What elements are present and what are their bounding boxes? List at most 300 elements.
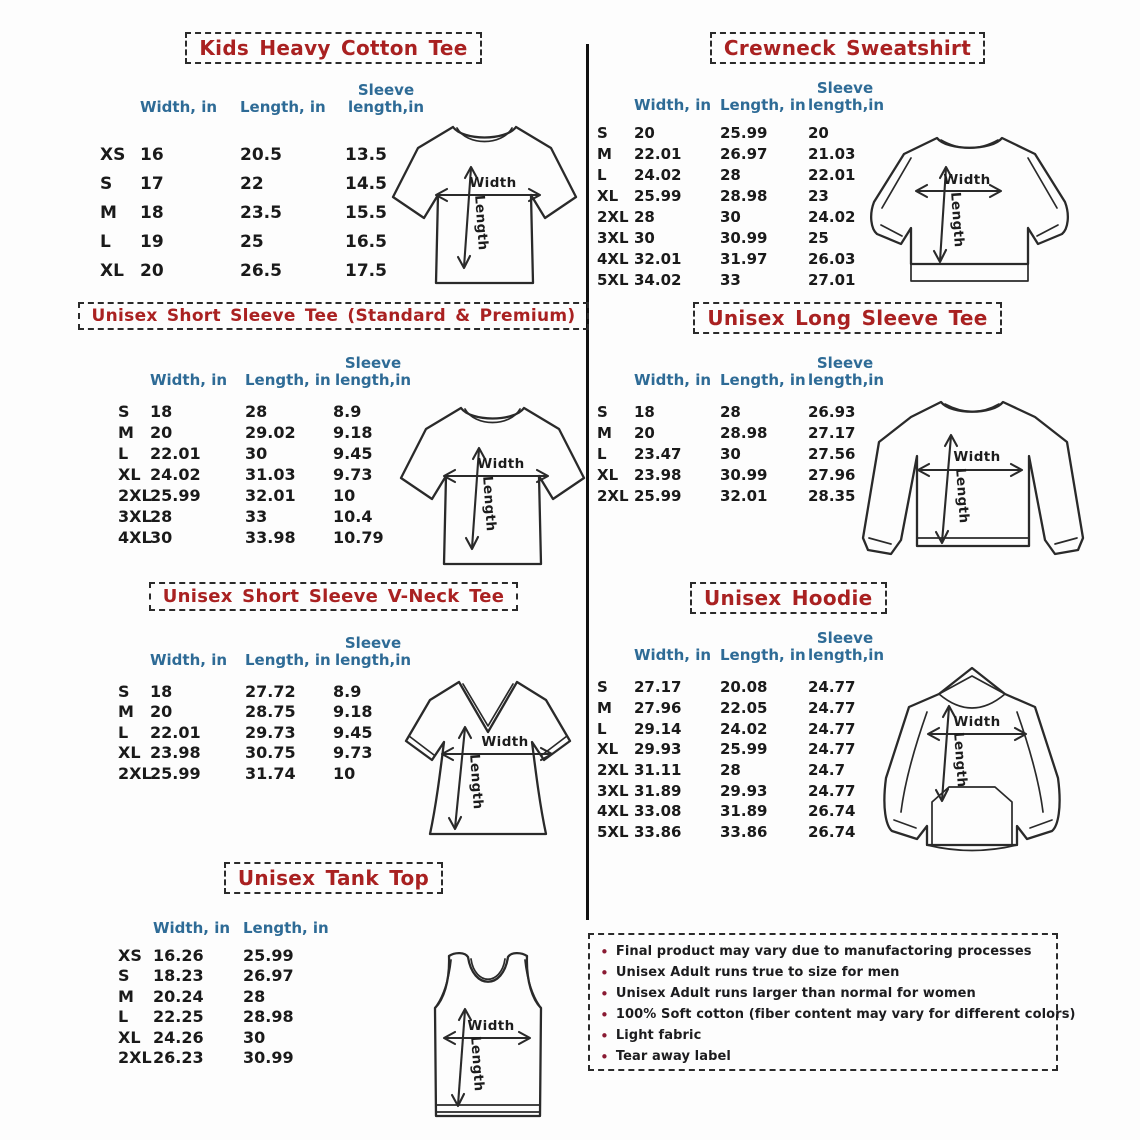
size-label: M: [597, 144, 612, 163]
crewneck-sweatshirt-title: [710, 32, 985, 64]
length-label: Length: [471, 194, 491, 251]
measurement-value: 24.7: [808, 761, 846, 780]
table-body: [597, 401, 882, 506]
measurement-value: 28.98: [243, 1007, 294, 1027]
size-label: XS: [118, 945, 142, 965]
measurement-value: 25.99: [720, 740, 768, 759]
section-title: Unisex Tank Top: [237, 866, 430, 890]
size-row: [118, 485, 413, 506]
size-label: L: [597, 444, 607, 463]
measurement-value: 26.97: [243, 966, 294, 986]
size-row: [100, 169, 427, 198]
measurement-value: 31.97: [720, 249, 768, 268]
measurement-value: 29.93: [720, 781, 768, 800]
long-sleeve-size-table: [597, 345, 885, 506]
size-label: M: [597, 699, 612, 718]
column-header: Width, in: [150, 651, 228, 670]
measurement-value: 14.5: [345, 173, 387, 194]
size-label: XL: [100, 260, 124, 281]
column-header: Length, in: [245, 651, 331, 670]
note-text: Light fabric: [615, 1028, 702, 1043]
measurement-value: 26.97: [720, 144, 768, 163]
length-arrow: [449, 727, 471, 829]
note-item: [600, 1046, 1046, 1067]
measurement-value: 27.17: [634, 678, 682, 697]
measurement-value: 22.25: [153, 1007, 204, 1027]
measurement-value: 9.73: [333, 465, 373, 484]
kids-heavy-cotton-tee-section: [85, 30, 582, 300]
measurement-value: 25.99: [634, 486, 682, 505]
measurement-value: 23.98: [634, 465, 682, 484]
measurement-value: 18: [140, 202, 164, 223]
measurement-value: 9.45: [333, 444, 373, 463]
measurement-value: 25.99: [720, 123, 768, 142]
size-label: L: [100, 231, 111, 252]
measurement-value: 30: [634, 228, 655, 247]
product-notes-box: [588, 933, 1076, 1071]
bullet-icon: •: [600, 1026, 609, 1045]
column-header: Sleeve length,in: [347, 81, 425, 117]
size-label: M: [100, 202, 117, 223]
tshirt-illustration: [387, 115, 582, 295]
measurement-value: 26.5: [240, 260, 282, 281]
tank-size-table: [118, 905, 347, 1068]
measurement-value: 24.77: [808, 678, 856, 697]
measurement-value: 23.47: [634, 444, 682, 463]
measurement-value: 9.18: [333, 423, 373, 442]
bullet-icon: •: [600, 984, 609, 1003]
size-label: 3XL: [118, 507, 152, 526]
size-row: [597, 164, 882, 185]
size-label: XL: [597, 186, 619, 205]
measurement-value: 26.74: [808, 802, 856, 821]
note-item: [600, 1025, 1046, 1046]
size-label: XL: [597, 465, 619, 484]
size-row: [118, 945, 347, 966]
measurement-value: 23.5: [240, 202, 282, 223]
measurement-value: 20: [808, 123, 829, 142]
size-row: [597, 677, 882, 698]
measurement-value: 16.26: [153, 945, 204, 965]
measurement-value: 22.01: [150, 722, 201, 742]
width-arrow: [918, 464, 1022, 476]
short-sleeve-size-table: [118, 345, 413, 548]
size-row: [118, 1027, 347, 1048]
size-row: [597, 143, 882, 164]
size-row: [597, 443, 882, 464]
width-label: Width: [477, 456, 525, 472]
measurement-value: 28: [245, 402, 268, 421]
measurement-value: 28: [720, 761, 741, 780]
measurement-value: 33.98: [245, 528, 296, 547]
tank-top-illustration: [413, 948, 563, 1126]
size-label: S: [597, 123, 608, 142]
measurement-value: 30.75: [245, 743, 296, 763]
measurement-value: 16: [140, 144, 164, 165]
note-item: [600, 941, 1046, 962]
unisex-hoodie-title: [690, 582, 887, 614]
size-row: [597, 780, 882, 801]
width-label: Width: [467, 1018, 515, 1034]
size-label: 3XL: [597, 228, 629, 247]
table-header-row: [597, 620, 885, 665]
section-title: Unisex Long Sleeve Tee: [707, 306, 988, 330]
table-header-row: [597, 345, 885, 390]
measurement-value: 28: [634, 207, 655, 226]
measurement-value: 33: [245, 507, 268, 526]
size-row: [118, 966, 347, 987]
column-header: Width, in: [634, 96, 712, 115]
hoodie-illustration: [877, 660, 1069, 864]
measurement-value: 20: [634, 423, 655, 442]
measurement-value: 23: [808, 186, 829, 205]
measurement-value: 22.05: [720, 699, 768, 718]
note-text: Unisex Adult runs true to size for men: [615, 965, 900, 980]
measurement-value: 22.01: [634, 144, 682, 163]
size-row: [118, 702, 413, 723]
measurement-value: 27.96: [808, 465, 856, 484]
measurement-value: 29.14: [634, 719, 682, 738]
table-header-row: [118, 345, 413, 389]
measurement-value: 31.03: [245, 465, 296, 484]
note-item: [600, 1004, 1076, 1025]
measurement-value: 18: [150, 402, 173, 421]
length-label: Length: [947, 191, 967, 248]
size-row: [118, 527, 413, 548]
size-label: 4XL: [597, 249, 629, 268]
size-label: XL: [118, 743, 141, 763]
table-header-row: [100, 72, 427, 116]
bullet-icon: •: [600, 1047, 609, 1066]
long-sleeve-tee-illustration: [861, 392, 1089, 570]
measurement-value: 9.18: [333, 702, 373, 722]
measurement-value: 25.99: [150, 486, 201, 505]
size-label: L: [118, 722, 129, 742]
measurement-value: 22: [240, 173, 264, 194]
column-header: Sleeve length,in: [808, 354, 885, 390]
size-label: M: [597, 423, 612, 442]
measurement-value: 22.01: [808, 165, 856, 184]
measurement-value: 21.03: [808, 144, 856, 163]
kids-size-table: [100, 72, 427, 285]
column-header: Sleeve length,in: [334, 354, 412, 390]
measurement-value: 30: [150, 528, 173, 547]
measurement-value: 28.98: [720, 423, 768, 442]
unisex-vneck-tee-section: [85, 580, 582, 855]
measurement-value: 20.08: [720, 678, 768, 697]
measurement-value: 20: [150, 423, 173, 442]
size-row: [597, 401, 882, 422]
measurement-value: 30.99: [720, 228, 768, 247]
measurement-value: 24.77: [808, 699, 856, 718]
measurement-value: 18.23: [153, 966, 204, 986]
column-header: Length, in: [720, 371, 806, 390]
size-row: [100, 227, 427, 256]
size-row: [597, 422, 882, 443]
section-title: Unisex Hoodie: [704, 586, 873, 610]
note-item: [600, 962, 1046, 983]
size-label: 2XL: [597, 207, 629, 226]
table-body: [118, 945, 347, 1068]
size-row: [597, 464, 882, 485]
measurement-value: 20.5: [240, 144, 282, 165]
size-label: S: [118, 681, 130, 701]
size-row: [597, 122, 882, 143]
size-row: [118, 681, 413, 702]
measurement-value: 30: [720, 444, 741, 463]
unisex-short-sleeve-tee-title: [78, 302, 590, 330]
hoodie-size-table: [597, 620, 885, 843]
title-row: [85, 302, 582, 330]
width-label: Width: [481, 734, 529, 750]
table-body: [118, 401, 413, 548]
crewneck-size-table: [597, 70, 885, 290]
measurement-value: 31.11: [634, 761, 682, 780]
table-header-row: [118, 625, 413, 669]
section-title: Crewneck Sweatshirt: [723, 36, 972, 60]
measurement-value: 24.77: [808, 781, 856, 800]
measurement-value: 8.9: [333, 681, 362, 701]
sweatshirt-illustration: [867, 128, 1077, 300]
measurement-value: 28: [720, 402, 741, 421]
size-label: S: [597, 402, 608, 421]
size-label: 5XL: [597, 270, 629, 289]
size-row: [597, 739, 882, 760]
title-row: [595, 302, 1100, 334]
measurement-value: 31.89: [634, 781, 682, 800]
measurement-value: 15.5: [345, 202, 387, 223]
measurement-value: 10: [333, 486, 356, 505]
size-row: [597, 185, 882, 206]
measurement-value: 10.79: [333, 528, 384, 547]
measurement-value: 9.73: [333, 743, 373, 763]
size-row: [100, 198, 427, 227]
column-header: Width, in: [140, 98, 218, 117]
measurement-value: 33: [720, 270, 741, 289]
table-header-row: [597, 70, 885, 115]
measurement-value: 29.73: [245, 722, 296, 742]
title-row: [85, 32, 582, 64]
measurement-value: 17.5: [345, 260, 387, 281]
measurement-value: 22.01: [150, 444, 201, 463]
section-title: Unisex Short Sleeve V-Neck Tee: [162, 586, 505, 607]
size-label: S: [597, 678, 608, 697]
measurement-value: 18: [150, 681, 173, 701]
measurement-value: 28.75: [245, 702, 296, 722]
size-label: L: [118, 444, 129, 463]
measurement-value: 24.77: [808, 740, 856, 759]
column-header: Length, in: [720, 646, 806, 665]
measurement-value: 25: [808, 228, 829, 247]
section-title: Unisex Short Sleeve Tee (Standard & Premium): [91, 306, 576, 326]
size-row: [597, 698, 882, 719]
size-label: 2XL: [118, 763, 152, 783]
size-label: XL: [597, 740, 619, 759]
measurement-value: 28.35: [808, 486, 856, 505]
size-row: [118, 743, 413, 764]
size-label: 2XL: [118, 1048, 152, 1068]
unisex-long-sleeve-tee-section: [595, 300, 1100, 575]
measurement-value: 33.86: [634, 823, 682, 842]
length-label: Length: [466, 753, 486, 810]
size-label: 5XL: [597, 823, 629, 842]
measurement-value: 27.56: [808, 444, 856, 463]
section-title: Kids Heavy Cotton Tee: [199, 36, 468, 60]
column-header: Width, in: [634, 371, 712, 390]
measurement-value: 31.74: [245, 763, 296, 783]
size-row: [118, 986, 347, 1007]
measurement-value: 24.02: [150, 465, 201, 484]
measurement-value: 27.96: [634, 699, 682, 718]
size-label: M: [118, 423, 134, 442]
measurement-value: 30: [720, 207, 741, 226]
measurement-value: 20: [140, 260, 164, 281]
note-item: [600, 983, 1046, 1004]
size-label: XL: [118, 1027, 141, 1047]
column-header: Length, in: [240, 98, 326, 117]
unisex-long-sleeve-tee-title: [693, 302, 1001, 334]
note-text: Unisex Adult runs larger than normal for women: [615, 986, 976, 1001]
measurement-value: 23.98: [150, 743, 201, 763]
size-label: S: [100, 173, 113, 194]
measurement-value: 20: [150, 702, 173, 722]
width-label: Width: [943, 172, 991, 188]
measurement-value: 24.26: [153, 1027, 204, 1047]
tshirt-illustration: [395, 396, 590, 576]
vneck-size-table: [118, 625, 413, 784]
size-row: [597, 801, 882, 822]
column-header: Length, in: [243, 919, 329, 938]
measurement-value: 31.89: [720, 802, 768, 821]
measurement-value: 25: [240, 231, 264, 252]
size-label: 3XL: [597, 781, 629, 800]
crewneck-sweatshirt-section: [595, 30, 1100, 300]
size-row: [597, 718, 882, 739]
measurement-value: 18: [634, 402, 655, 421]
size-label: XL: [118, 465, 141, 484]
title-row: [85, 862, 582, 894]
title-row: [595, 32, 1100, 64]
measurement-value: 27.72: [245, 681, 296, 701]
size-row: [100, 140, 427, 169]
length-label: Length: [950, 731, 970, 788]
width-label: Width: [469, 175, 517, 191]
unisex-short-sleeve-tee-section: [85, 300, 582, 575]
measurement-value: 9.45: [333, 722, 373, 742]
column-header: Length, in: [720, 96, 806, 115]
measurement-value: 28: [243, 986, 266, 1006]
note-text: 100% Soft cotton (fiber content may vary for different colors): [615, 1007, 1076, 1022]
title-row: [85, 582, 582, 611]
size-label: M: [118, 986, 134, 1006]
measurement-value: 28: [150, 507, 173, 526]
column-header: Width, in: [634, 646, 712, 665]
kids-heavy-cotton-tee-title: [185, 32, 481, 64]
measurement-value: 32.01: [245, 486, 296, 505]
size-label: L: [118, 1007, 129, 1027]
column-header: Sleeve length,in: [808, 629, 885, 665]
measurement-value: 33.86: [720, 823, 768, 842]
size-row: [118, 722, 413, 743]
unisex-vneck-tee-title: [149, 582, 519, 611]
size-row: [118, 401, 413, 422]
length-label: Length: [479, 475, 499, 532]
size-row: [597, 269, 882, 290]
size-row: [118, 443, 413, 464]
size-row: [118, 1007, 347, 1028]
table-body: [100, 140, 427, 285]
size-label: 4XL: [118, 528, 152, 547]
size-row: [597, 227, 882, 248]
bullet-icon: •: [600, 942, 609, 961]
measurement-value: 24.02: [808, 207, 856, 226]
size-label: M: [118, 702, 134, 722]
size-row: [597, 248, 882, 269]
column-header: Sleeve length,in: [808, 79, 885, 115]
size-row: [118, 506, 413, 527]
measurement-value: 30.99: [720, 465, 768, 484]
vneck-tee-illustration: [397, 670, 579, 842]
measurement-value: 32.01: [720, 486, 768, 505]
measurement-value: 34.02: [634, 270, 682, 289]
measurement-value: 26.03: [808, 249, 856, 268]
table-header-row: [118, 905, 347, 937]
unisex-tank-top-section: [85, 860, 582, 1130]
note-text: Tear away label: [615, 1049, 731, 1064]
size-label: 2XL: [118, 486, 152, 505]
column-header: Width, in: [150, 371, 228, 390]
measurement-value: 10.4: [333, 507, 373, 526]
measurement-value: 26.93: [808, 402, 856, 421]
measurement-value: 10: [333, 763, 356, 783]
measurement-value: 28.98: [720, 186, 768, 205]
measurement-value: 25.99: [150, 763, 201, 783]
measurement-value: 24.02: [634, 165, 682, 184]
bullet-icon: •: [600, 963, 609, 982]
size-row: [597, 206, 882, 227]
measurement-value: 20: [634, 123, 655, 142]
measurement-value: 28: [720, 165, 741, 184]
width-label: Width: [953, 714, 1001, 730]
measurement-value: 17: [140, 173, 164, 194]
measurement-value: 25.99: [634, 186, 682, 205]
size-label: 2XL: [597, 486, 629, 505]
size-label: 4XL: [597, 802, 629, 821]
measurement-value: 25.99: [243, 945, 294, 965]
size-row: [597, 760, 882, 781]
measurement-value: 8.9: [333, 402, 362, 421]
width-label: Width: [953, 449, 1001, 465]
note-text: Final product may vary due to manufactoring processes: [615, 944, 1032, 959]
measurement-value: 30: [245, 444, 268, 463]
length-label: Length: [952, 467, 972, 524]
measurement-value: 30: [243, 1027, 266, 1047]
measurement-value: 26.23: [153, 1048, 204, 1068]
size-row: [118, 422, 413, 443]
measurement-value: 24.02: [720, 719, 768, 738]
unisex-hoodie-section: [595, 580, 1100, 875]
size-label: S: [118, 966, 130, 986]
table-body: [597, 677, 882, 843]
size-row: [118, 763, 413, 784]
size-row: [118, 464, 413, 485]
size-label: L: [597, 165, 607, 184]
size-row: [118, 1048, 347, 1069]
table-body: [118, 681, 413, 784]
size-label: XS: [100, 144, 126, 165]
measurement-value: 29.93: [634, 740, 682, 759]
measurement-value: 29.02: [245, 423, 296, 442]
